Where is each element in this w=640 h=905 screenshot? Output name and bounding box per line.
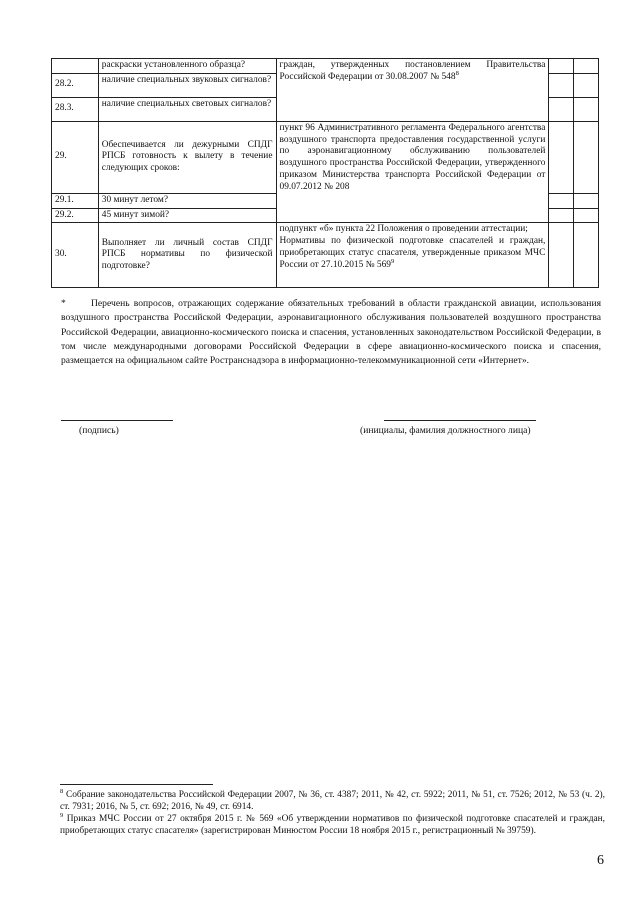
- row-number: 28.3.: [52, 97, 99, 121]
- signature-label: (подпись): [79, 425, 119, 436]
- answer-cell[interactable]: [549, 208, 574, 223]
- reference-cell: [276, 59, 549, 122]
- question-cell: Обеспечивается ли дежурными СПДГ РПСБ готовность к вылету в течение следующих сроков:: [98, 121, 276, 193]
- question-cell: 45 минут зимой?: [98, 208, 276, 223]
- row-number: 28.2.: [52, 73, 99, 97]
- table-row: [52, 223, 599, 288]
- question-cell: наличие специальных световых сигналов?: [98, 97, 276, 121]
- question-cell: Выполняет ли личный состав СПДГ РПСБ нормативы по физической подготовке?: [98, 223, 276, 288]
- answer-cell[interactable]: [574, 208, 599, 223]
- requirements-table: [51, 58, 599, 288]
- reference-text: граждан, утвержденных постановлением Правительства Российской Федерации от 30.08.2007 № 548: [279, 60, 546, 82]
- signature-line[interactable]: [61, 420, 173, 421]
- footnote-ref: 8: [455, 69, 459, 77]
- answer-cell[interactable]: [549, 59, 574, 74]
- reference-text: Нормативы по физической подготовке спасателей и граждан, приобретающих статус спасателя, утвержденные приказом МЧС России от 27.10.2015 № 569: [279, 236, 546, 270]
- footnote-9: [60, 813, 605, 838]
- name-line[interactable]: [384, 420, 536, 421]
- footnote-text: Приказ МЧС России от 27 октября 2015 г. № 569 «Об утверждении нормативов по физической подготовке спасателей и граждан, приобретающих статус спасателя» (зарегистрирован Минюстом России 18 ноября 2015 г., регистрационный № 39759).: [60, 814, 606, 837]
- footnote-mark: 9: [60, 811, 64, 819]
- footnote-text: Собрание законодательства Российской Федерации 2007, № 36, ст. 4387; 2011, № 42, ст. 5922; 2011, № 51, ст. 7526; 2012, № 53 (ч. 2), ст. 7931; 2016, № 5, ст. 692; 2016, № 49, ст. 6914.: [60, 790, 605, 813]
- asterisk-marker: *: [61, 298, 66, 309]
- answer-cell[interactable]: [549, 97, 574, 121]
- question-cell: раскраски установленного образца?: [98, 59, 276, 74]
- footnote-8: [60, 789, 605, 814]
- answer-cell[interactable]: [574, 193, 599, 208]
- page-number: 6: [597, 853, 604, 868]
- table-row: [52, 121, 599, 193]
- footnote-ref: 9: [391, 257, 395, 265]
- answer-cell[interactable]: [549, 193, 574, 208]
- row-number: 30.: [52, 223, 99, 288]
- footnote-star-note: [61, 297, 601, 368]
- reference-cell: [276, 223, 549, 288]
- reference-text: подпункт «б» пункта 22 Положения о проведении аттестации;: [279, 224, 528, 235]
- footnote-mark: 8: [60, 787, 64, 795]
- table-row: [52, 59, 599, 74]
- answer-cell[interactable]: [574, 121, 599, 193]
- reference-cell: пункт 96 Административного регламента Федерального агентства воздушного транспорта предоставления государственной услуги по аэронавигационному обслуживанию пользователей воздушного пространства Российской Федерации, утвержденного приказом Министерства транспорта Российской Федерации от 09.07.2012 № 208: [276, 121, 549, 223]
- answer-cell[interactable]: [549, 121, 574, 193]
- row-number: 29.2.: [52, 208, 99, 223]
- answer-cell[interactable]: [574, 223, 599, 288]
- name-label: (инициалы, фамилия должностного лица): [360, 425, 531, 436]
- row-number: 29.: [52, 121, 99, 193]
- footnote-separator: [60, 784, 213, 785]
- note-text: Перечень вопросов, отражающих содержание обязательных требований в области гражданской авиации, использования воздушного пространства Российской Федерации, аэронавигационного обслуживания пользователей воздушного пространства Российской Федерации, авиационно-космического поиска и спасения, установленных законодательством Российской Федерации, в том числе международными договорами Российской Федерации в сфере авиационно-космического поиска и спасения, размещается на официальном сайте Ространснадзора в информационно-телекоммуникационной сети «Интернет».: [61, 298, 601, 367]
- answer-cell[interactable]: [574, 73, 599, 97]
- row-number: [52, 59, 99, 74]
- row-number: 29.1.: [52, 193, 99, 208]
- answer-cell[interactable]: [574, 59, 599, 74]
- question-cell: наличие специальных звуковых сигналов?: [98, 73, 276, 97]
- question-cell: 30 минут летом?: [98, 193, 276, 208]
- answer-cell[interactable]: [549, 73, 574, 97]
- answer-cell[interactable]: [549, 223, 574, 288]
- answer-cell[interactable]: [574, 97, 599, 121]
